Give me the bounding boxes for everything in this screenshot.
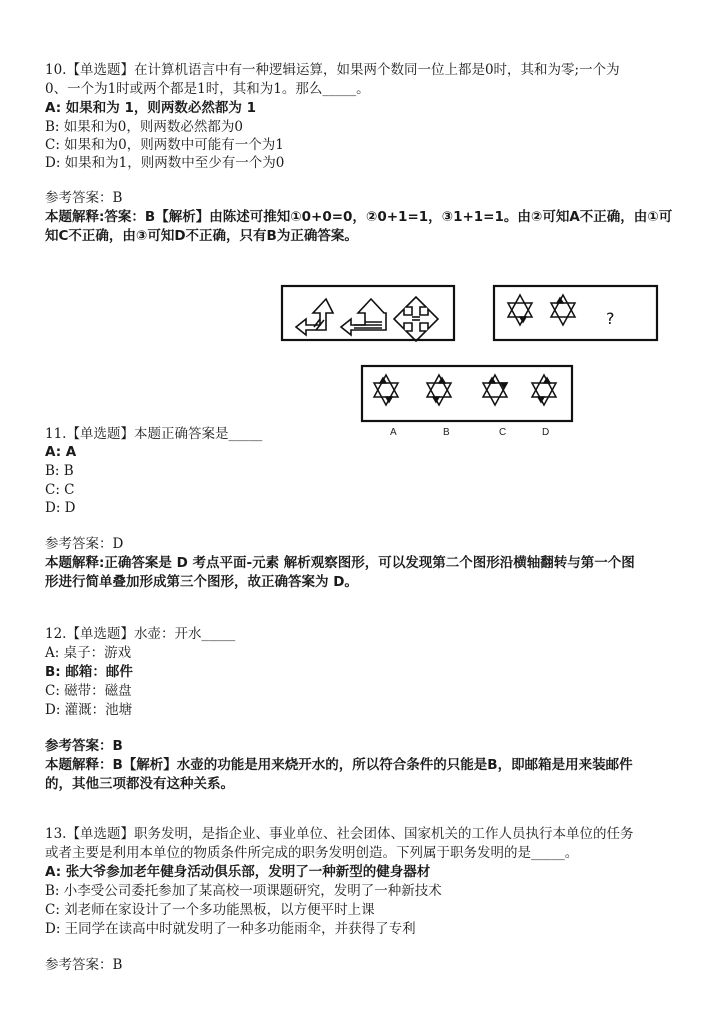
q10-option-b: B: 如果和为0，则两数必然都为0 — [45, 119, 243, 135]
q13-option-a: A: 张大爷参加老年健身活动俱乐部，发明了一种新型的健身器材 — [45, 864, 431, 880]
arrow-shape-2 — [341, 299, 386, 335]
q11-option-b: B: B — [45, 463, 74, 479]
q11-explanation-line-2: 形进行简单叠加形成第三个图形，故正确答案为 D。 — [45, 574, 358, 590]
q11-figure — [276, 279, 662, 441]
q10-option-d: D: 如果和为1，则两数中至少有一个为0 — [45, 155, 285, 171]
figure-label-a: A — [390, 427, 397, 438]
q12-explanation-line-1: 本题解释：B【解析】水壶的功能是用来烧开水的，所以符合条件的只能是B，即邮箱是用来装邮件 — [45, 757, 633, 773]
q12-option-b: B: 邮箱：邮件 — [45, 664, 133, 680]
q11-option-c: C: C — [45, 482, 75, 498]
option-star-d — [532, 375, 556, 405]
q11-stem: 11.【单选题】本题正确答案是_____ — [45, 426, 263, 442]
q12-answer: 参考答案：B — [45, 738, 123, 754]
arrow-shape-3 — [394, 297, 438, 341]
q13-stem-line-1: 13.【单选题】职务发明，是指企业、事业单位、社会团体、国家机关的工作人员执行本单位的任务 — [45, 826, 634, 842]
q12-option-c: C: 磁带：磁盘 — [45, 683, 132, 699]
q12-stem: 12.【单选题】水壶：开水_____ — [45, 626, 236, 642]
q10-stem-line-1: 10.【单选题】在计算机语言中有一种逻辑运算，如果两个数同一位上都是0时，其和为零;一个为 — [45, 62, 620, 78]
q12-explanation-line-2: 的，其他三项都没有这种关系。 — [45, 776, 234, 792]
figure-label-d: D — [542, 427, 550, 438]
q10-answer: 参考答案：B — [45, 190, 123, 206]
question-mark: ? — [606, 309, 615, 328]
q10-option-a: A: 如果和为 1，则两数必然都为 1 — [45, 100, 256, 116]
q13-option-c: C: 刘老师在家设计了一个多功能黑板，以方便平时上课 — [45, 902, 375, 918]
figure-options-panel — [362, 366, 572, 421]
q10-explanation-line-1: 本题解释:答案：B【解析】由陈述可推知①0+0=0，②0+1=1，③1+1=1。由②可知A不正确，由①可 — [45, 209, 673, 225]
q11-option-a: A: A — [45, 444, 77, 460]
q13-option-d: D: 王同学在读高中时就发明了一种多功能雨伞，并获得了专利 — [45, 921, 416, 937]
q11-explanation-line-1: 本题解释:正确答案是 D 考点平面-元素 解析观察图形，可以发现第二个图形沿横轴翻转与第一个图 — [45, 555, 635, 571]
q11-option-d: D: D — [45, 500, 76, 516]
figure-label-b: B — [443, 427, 450, 438]
option-star-c — [483, 375, 507, 405]
q10-option-c: C: 如果和为0，则两数中可能有一个为1 — [45, 137, 284, 153]
arrow-shape-1 — [296, 299, 333, 335]
figure-panel-2 — [494, 286, 657, 340]
q13-answer: 参考答案：B — [45, 957, 123, 973]
q10-explanation-line-2: 知C不正确，由③可知D不正确，只有B为正确答案。 — [45, 228, 358, 244]
q12-option-d: D: 灌溉：池塘 — [45, 702, 133, 718]
q13-option-b: B: 小李受公司委托参加了某高校一项课题研究，发明了一种新技术 — [45, 883, 442, 899]
star-shape-2 — [551, 295, 575, 325]
option-star-a — [374, 375, 398, 405]
figure-label-c: C — [499, 427, 507, 438]
q10-stem-line-2: 0、一个为1时或两个都是1时，其和为1。那么_____。 — [45, 81, 370, 97]
option-star-b — [427, 375, 451, 405]
q11-answer: 参考答案：D — [45, 536, 124, 552]
star-shape-1 — [508, 295, 532, 325]
q13-stem-line-2: 或者主要是利用本单位的物质条件所完成的职务发明创造。下列属于职务发明的是_____。 — [45, 845, 579, 861]
q12-option-a: A: 桌子：游戏 — [45, 645, 132, 661]
